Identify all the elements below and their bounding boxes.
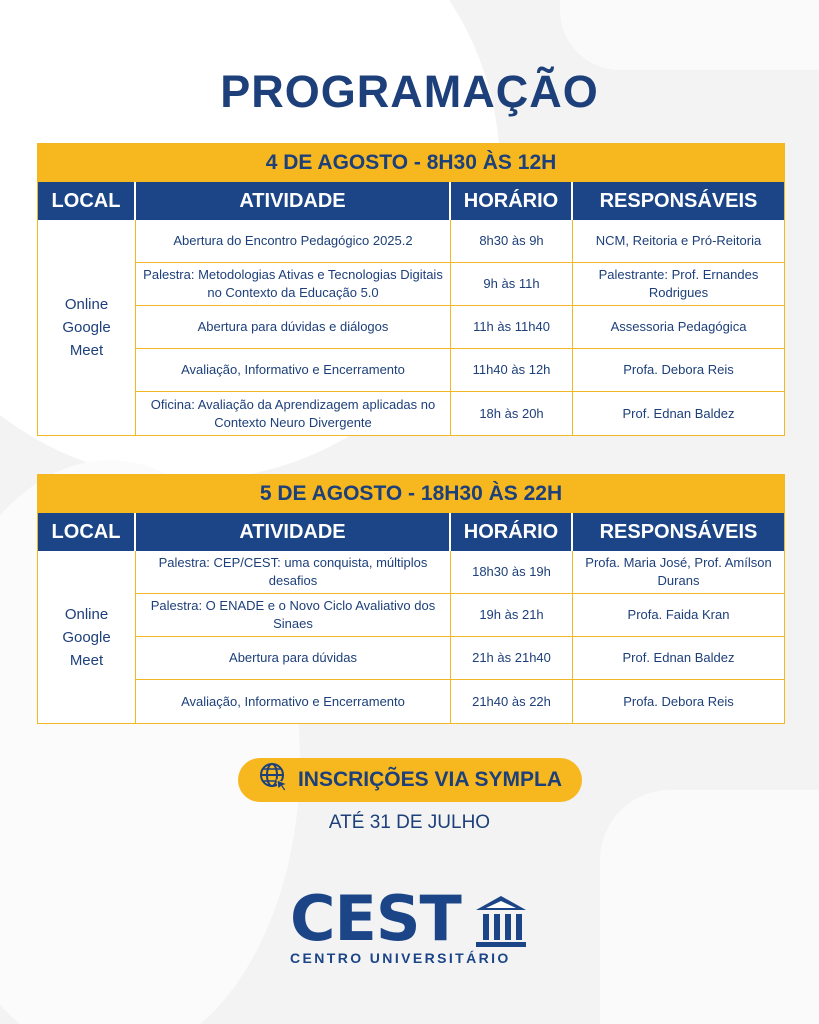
table-row <box>136 306 784 349</box>
responsible-cell: Palestrante: Prof. Ernandes Rodrigues <box>598 267 759 300</box>
column-responsaveis: RESPONSÁVEIS <box>599 520 758 543</box>
responsible-cell: Prof. Ednan Baldez <box>622 405 735 421</box>
schedule-table-day2 <box>37 474 785 724</box>
table-body <box>38 551 784 723</box>
time-cell: 11h40 às 12h <box>451 349 573 391</box>
day-header: 4 DE AGOSTO - 8H30 ÀS 12H <box>38 144 784 182</box>
responsible-cell: Profa. Maria José, Prof. Amílson Durans <box>585 555 772 588</box>
time-cell: 21h às 21h40 <box>451 637 573 679</box>
table-row <box>136 263 784 306</box>
local-cell: Online Google Meet <box>38 220 136 435</box>
rows <box>136 220 784 435</box>
schedule-table-day1 <box>37 143 785 436</box>
activity-cell: Avaliação, Informativo e Encerramento <box>136 680 451 723</box>
globe-cursor-icon <box>258 761 290 799</box>
column-header-row <box>38 182 784 220</box>
activity-cell: Abertura para dúvidas <box>136 637 451 679</box>
column-local: LOCAL <box>38 182 136 220</box>
registration-deadline: ATÉ 31 DE JULHO <box>328 812 491 833</box>
rows <box>136 551 784 723</box>
time-cell: 9h às 11h <box>451 263 573 305</box>
table-row <box>136 349 784 392</box>
column-header-row <box>38 513 784 551</box>
table-row <box>136 594 784 637</box>
table-row <box>136 220 784 263</box>
day-header: 5 DE AGOSTO - 18H30 ÀS 22H <box>38 475 784 513</box>
activity-cell: Abertura para dúvidas e diálogos <box>136 306 451 348</box>
background-shape <box>560 0 819 70</box>
responsible-cell: Profa. Faida Kran <box>627 607 730 622</box>
logo-wordmark: CEST <box>290 882 461 955</box>
table-body <box>38 220 784 435</box>
activity-cell: Oficina: Avaliação da Aprendizagem aplicadas no Contexto Neuro Divergente <box>136 392 451 435</box>
activity-cell: Palestra: O ENADE e o Novo Ciclo Avaliativo dos Sinaes <box>136 594 451 636</box>
activity-cell: Palestra: Metodologias Ativas e Tecnologias Digitais no Contexto da Educação 5.0 <box>136 263 451 305</box>
responsible-cell: Assessoria Pedagógica <box>610 319 747 334</box>
table-row <box>136 392 784 435</box>
table-row <box>136 680 784 723</box>
activity-cell: Avaliação, Informativo e Encerramento <box>136 349 451 391</box>
column-atividade: ATIVIDADE <box>136 182 451 220</box>
table-row <box>136 551 784 594</box>
local-cell: Online Google Meet <box>38 551 136 723</box>
responsible-cell: Prof. Ednan Baldez <box>622 650 735 665</box>
activity-cell: Abertura do Encontro Pedagógico 2025.2 <box>136 220 451 262</box>
time-cell: 8h30 às 9h <box>451 220 573 262</box>
column-responsaveis: RESPONSÁVEIS <box>599 189 758 212</box>
column-atividade: ATIVIDADE <box>136 513 451 551</box>
page-title: PROGRAMAÇÃO <box>220 66 599 117</box>
sympla-button-label: INSCRIÇÕES VIA SYMPLA <box>297 768 563 791</box>
time-cell: 18h às 20h <box>451 392 573 435</box>
time-cell: 11h às 11h40 <box>451 306 573 348</box>
responsible-cell: NCM, Reitoria e Pró-Reitoria <box>595 233 762 248</box>
cest-logo <box>290 882 530 970</box>
sympla-registration-button[interactable] <box>238 758 582 802</box>
table-row <box>136 637 784 680</box>
column-horario: HORÁRIO <box>451 513 573 551</box>
responsible-cell: Profa. Debora Reis <box>623 693 734 709</box>
responsible-cell: Profa. Debora Reis <box>623 362 734 377</box>
time-cell: 21h40 às 22h <box>451 680 573 723</box>
column-local: LOCAL <box>38 513 136 551</box>
building-columns-icon <box>476 896 526 953</box>
column-horario: HORÁRIO <box>451 182 573 220</box>
time-cell: 18h30 às 19h <box>451 551 573 593</box>
time-cell: 19h às 21h <box>451 594 573 636</box>
logo-subtitle: CENTRO UNIVERSITÁRIO <box>290 950 511 966</box>
activity-cell: Palestra: CEP/CEST: uma conquista, múltiplos desafios <box>136 551 451 593</box>
